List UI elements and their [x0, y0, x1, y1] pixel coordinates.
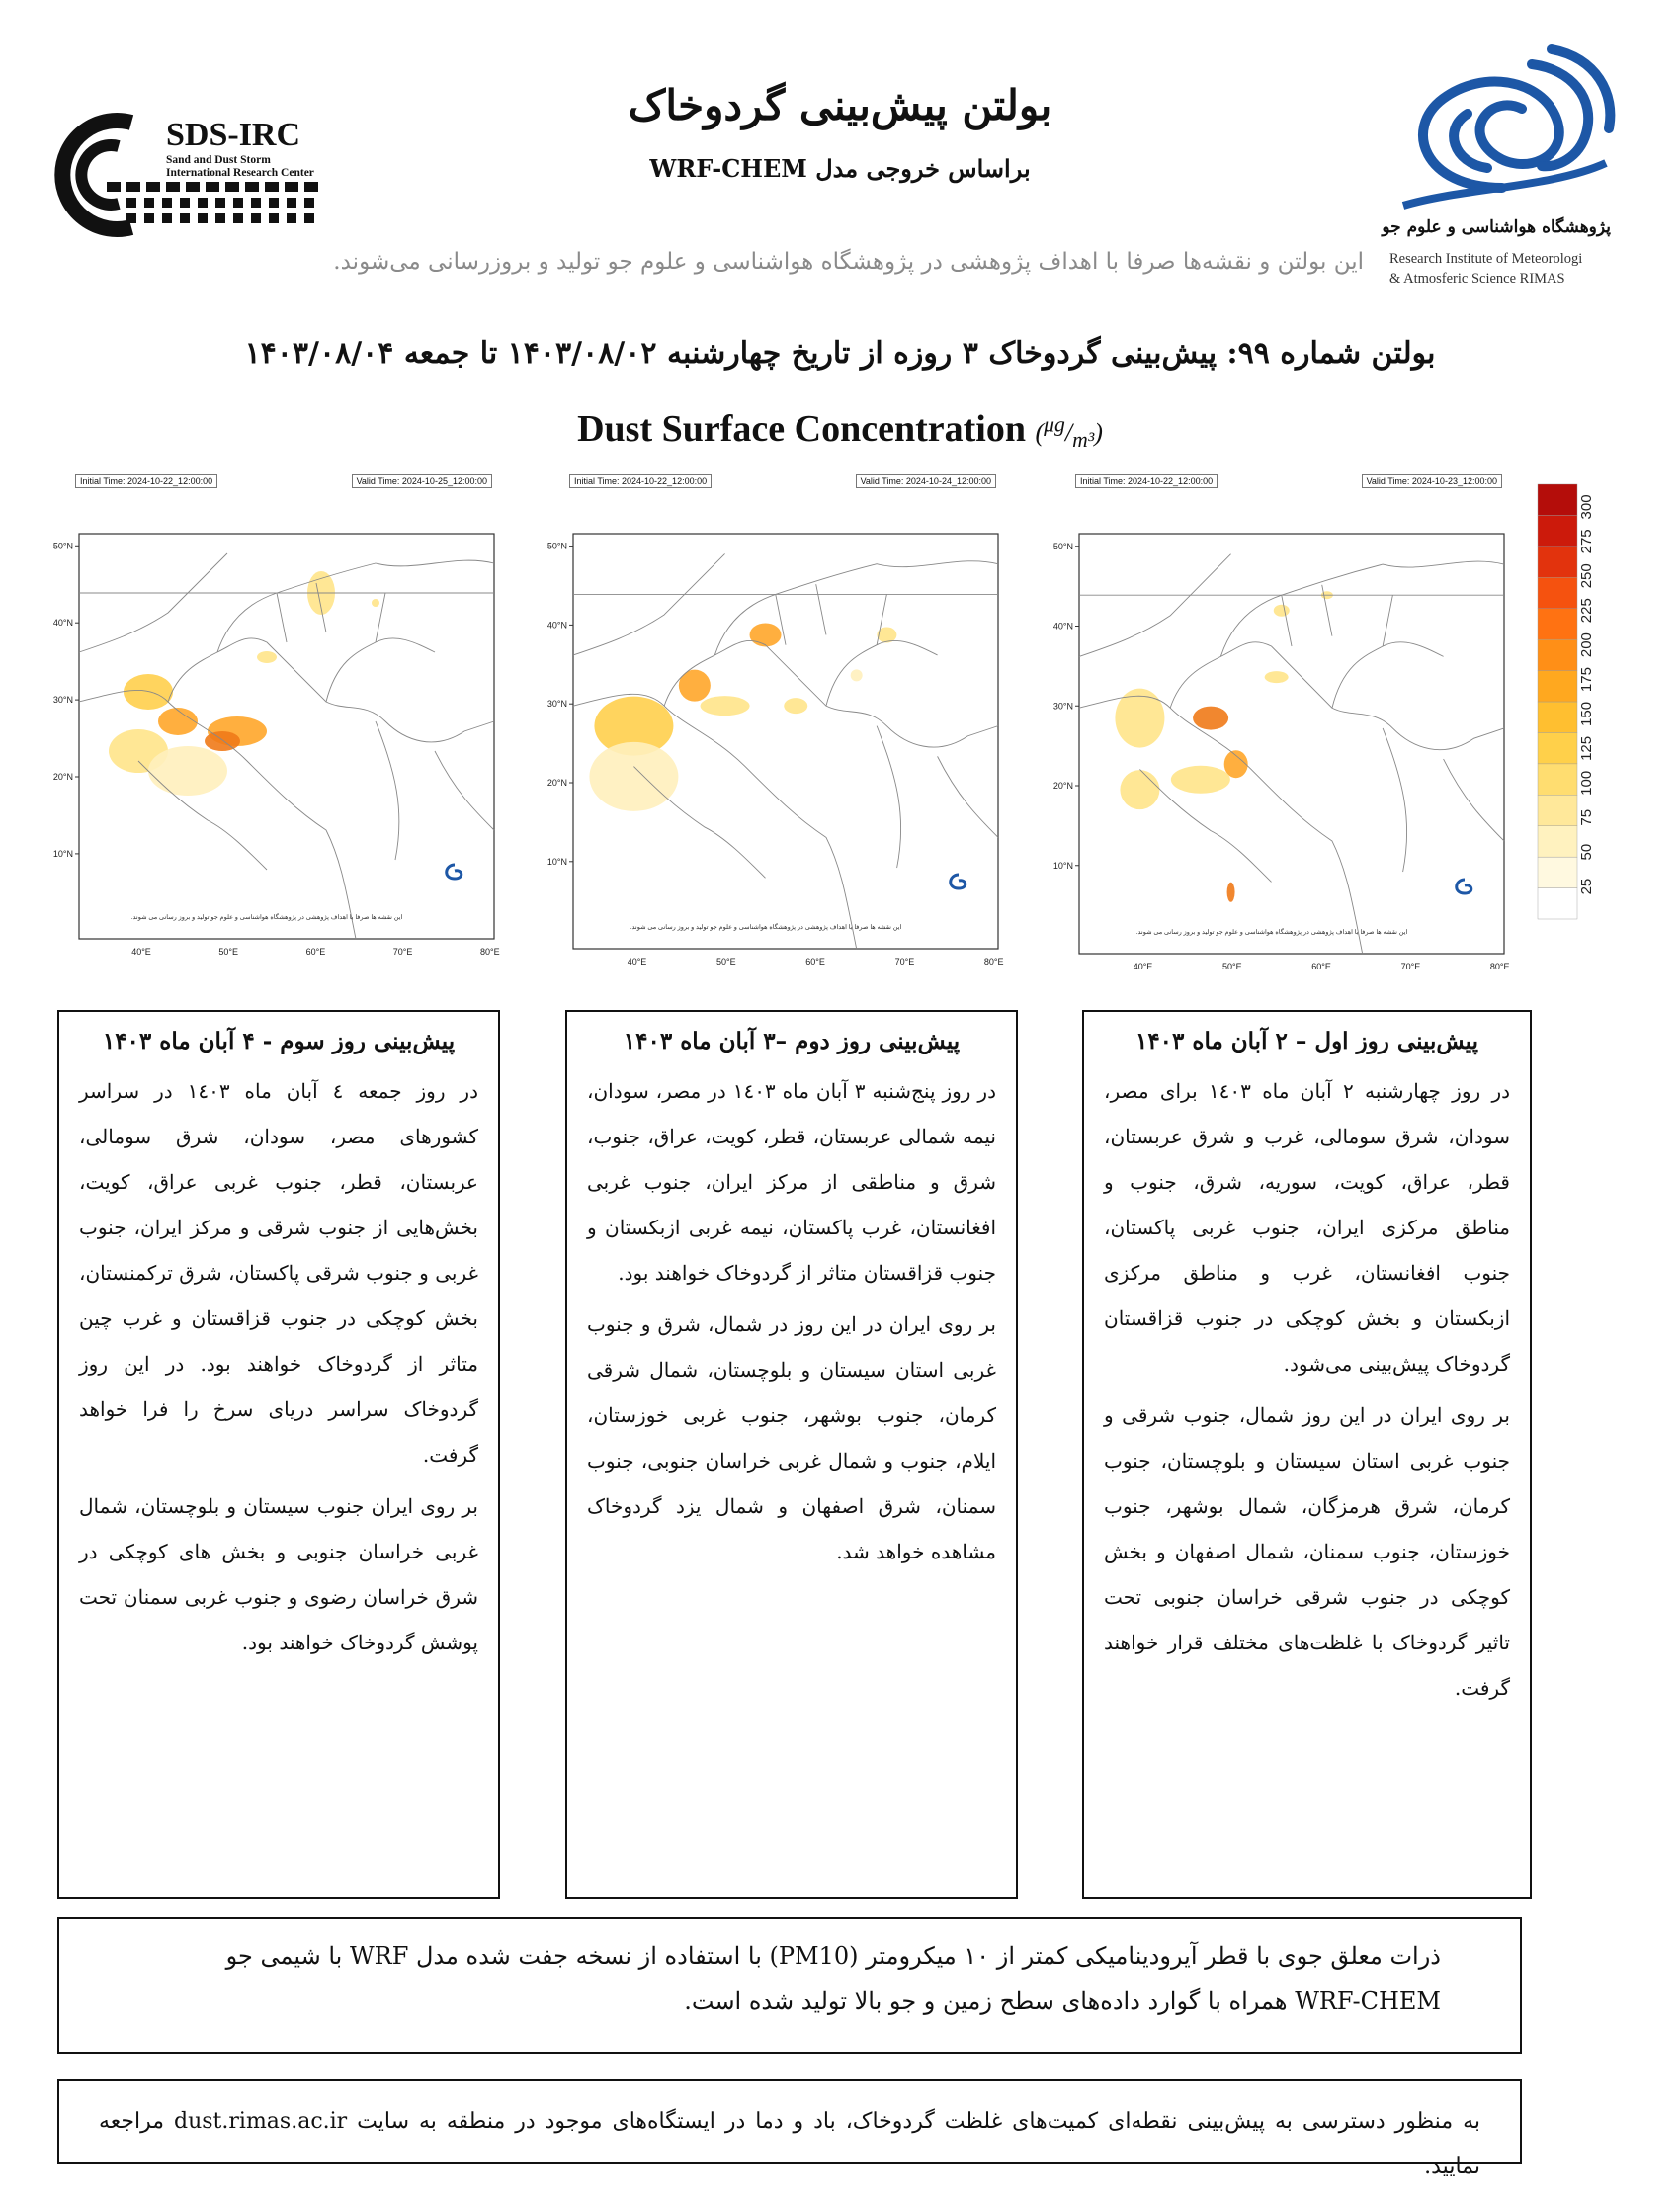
dust-plume	[1193, 707, 1228, 730]
legend-swatch	[1538, 515, 1577, 546]
chart-unit: $(^{\mu g}/_{m^3})$	[1035, 412, 1103, 453]
dust-plume	[784, 698, 807, 714]
rimas-name-en: Research Institute of Meteorologi & Atmosferic Science RIMAS	[1389, 251, 1583, 287]
legend-swatch	[1538, 484, 1577, 515]
lat-label: 30°N	[546, 699, 567, 710]
lon-label: 60°E	[305, 947, 326, 957]
legend-label: 75	[1578, 808, 1595, 826]
forecast-day1-paragraph: بر روی ایران در این روز شمال، جنوب شرقی و جنوب غربی استان سیستان و بلوچستان، جنوب کرمان، شرق هرمزگان، شمال بوشهر، جنوب خوزستان، جنوب سمنان، شمال اصفهان و بخش کوچکی در جنوب شرقی خراسان جنوبی تحت تاثیر گردوخاک با غلظت‌های مختلف قرار خواهند گرفت.	[1104, 1403, 1510, 1700]
lat-label: 50°N	[546, 541, 567, 551]
concentration-legend	[1530, 476, 1609, 941]
legend-label: 175	[1578, 667, 1595, 693]
lon-label: 40°E	[131, 947, 151, 957]
legend-swatch	[1538, 577, 1577, 608]
dust-plume	[148, 746, 227, 796]
forecast-day1-paragraph: در روز چهارشنبه ٢ آبان ماه ١٤٠٣ برای مصر، سودان، شرق سومالی، غرب و شرق عربستان، قطر، عراق، کویت، سوریه، شرق، جنوب و مناطق مرکزی ایران، جنوب غربی پاکستان، جنوب افغانستان، غرب و مناطق مرکزی ازبکستان و بخش کوچکی در جنوب قزاقستان گردوخاک پیش‌بینی می‌شود.	[1104, 1079, 1511, 1376]
legend-swatch	[1538, 609, 1577, 639]
lon-label: 40°E	[627, 957, 647, 967]
legend-swatch	[1538, 702, 1577, 732]
forecast-day3-paragraph: در روز جمعه ٤ آبان ماه ١٤٠٣ در سراسر کشورهای مصر، سودان، شرق سومالی، عربستان، قطر، جنوب غربی عراق، کویت، بخش‌هایی از جنوب شرقی و مرکز ایران، جنوب غربی و جنوب شرقی پاکستان، شرق ترکمنستان، بخش کوچکی در جنوب قزاقستان و غرب چین متاثر از گردوخاک خواهند بود. در این روز گردوخاک سراسر دریای سرخ را فرا خواهد گرفت.	[79, 1079, 478, 1467]
forecast-day2-paragraph: در روز پنج‌شنبه ٣ آبان ماه ١٤٠٣ در مصر، سودان، نیمه شمالی عربستان، قطر، کویت، عراق، جنوب، شرق و مناطقی از مرکز ایران، جنوب غربی افغانستان، غرب پاکستان، نیمه غربی ازبکستان و جنوب قزاقستان متاثر از گردوخاک خواهند بود.	[587, 1079, 996, 1285]
lat-label: 40°N	[546, 620, 567, 631]
map-footer-text: این نقشه ها صرفا با اهداف پژوهشی در پژوهشگاه هواشناسی و علوم جو تولید و بروز رسانی می شوند.	[130, 914, 403, 921]
lon-label: 80°E	[479, 947, 500, 957]
lat-label: 20°N	[1052, 781, 1073, 791]
legend-label: 225	[1578, 598, 1595, 624]
disclaimer: این بولتن و نقشه‌ها صرفا با اهداف پژوهشی در پژوهشگاه هواشناسی و علوم جو تولید و بروزرسانی می‌شوند.	[333, 249, 1364, 275]
lon-label: 80°E	[1489, 962, 1510, 971]
legend-swatch	[1538, 826, 1577, 857]
valid-time-label: Valid Time: 2024-10-23_12:00:00	[1362, 474, 1502, 488]
lat-label: 40°N	[52, 618, 73, 629]
dust-plume	[1265, 671, 1289, 683]
legend-label: 100	[1578, 770, 1595, 796]
dust-plume	[1171, 766, 1230, 794]
dust-plume	[158, 708, 198, 735]
sds-irc-name: SDS-IRC	[166, 117, 301, 153]
legend-label: 275	[1578, 529, 1595, 554]
map-footer-text: این نقشه ها صرفا با اهداف پژوهشی در پژوهشگاه هواشناسی و علوم جو تولید و بروز رسانی می شوند.	[1135, 929, 1408, 936]
legend-label: 250	[1578, 563, 1595, 589]
dust-plume	[372, 599, 379, 607]
map-plot	[40, 494, 504, 969]
lon-label: 80°E	[983, 957, 1004, 967]
lat-label: 40°N	[1052, 621, 1073, 632]
legend-swatch	[1538, 888, 1577, 919]
map-footer-text: این نقشه ها صرفا با اهداف پژوهشی در پژوهشگاه هواشناسی و علوم جو تولید و بروز رسانی می شوند.	[630, 924, 902, 931]
dust-plume	[257, 651, 277, 663]
forecast-map-3	[1040, 474, 1514, 973]
forecast-day2-heading: پیش‌بینی روز دوم –۳ آبان ماه ۱۴۰۳	[623, 1028, 961, 1054]
legend-swatch	[1538, 547, 1577, 577]
lon-label: 50°E	[218, 947, 239, 957]
legend-label: 50	[1578, 843, 1595, 861]
lon-label: 60°E	[805, 957, 825, 967]
lon-label: 70°E	[894, 957, 915, 967]
legend-swatch	[1538, 732, 1577, 763]
lat-label: 20°N	[546, 778, 567, 788]
lon-label: 70°E	[1400, 962, 1421, 971]
valid-time-label: Valid Time: 2024-10-25_12:00:00	[352, 474, 492, 488]
page-title: بولتن پیش‌بینی گردوخاک	[628, 81, 1052, 129]
forecast-day1-box	[1082, 1010, 1532, 1899]
initial-time-label: Initial Time: 2024-10-22_12:00:00	[569, 474, 712, 488]
forecast-day2-paragraph: بر روی ایران در این روز در شمال، شرق و جنوب غربی استان سیستان و بلوچستان، شمال شرقی کرمان، جنوب بوشهر، جنوب غربی خوزستان، ایلام، جنوب و شمال غربی خراسان جنوبی، جنوب سمنان، شرق اصفهان و شمال یزد گردوخاک مشاهده خواهد شد.	[587, 1312, 996, 1563]
lon-label: 50°E	[1221, 962, 1242, 971]
forecast-day3-box	[57, 1010, 500, 1899]
lon-label: 70°E	[392, 947, 413, 957]
dust-plume	[1224, 750, 1248, 778]
forecast-map-2	[534, 474, 1008, 969]
dust-plume	[1274, 605, 1290, 617]
dust-plume	[701, 696, 750, 716]
dust-plume	[205, 731, 240, 751]
dust-plume	[1120, 770, 1159, 809]
lat-label: 30°N	[1052, 701, 1073, 712]
legend-swatch	[1538, 764, 1577, 795]
dust-plume	[750, 623, 782, 646]
legend-swatch	[1538, 795, 1577, 825]
legend-label: 125	[1578, 735, 1595, 761]
legend-swatch	[1538, 857, 1577, 887]
dust-plume	[124, 674, 173, 710]
forecast-map-1	[40, 474, 504, 969]
dust-plume	[851, 669, 863, 681]
pm10-note: ذرات معلق جوی با قطر آیرودینامیکی کمتر از ۱۰ میکرومتر (PM10) با استفاده از نسخه جفت شده مدل WRF با شیمی جو WRF-CHEM همراه با گوارد داده‌های سطح زمین و جو بالا تولید شده است.	[57, 1917, 1522, 2054]
legend-label: 200	[1578, 632, 1595, 658]
dust-plume	[1227, 883, 1235, 902]
lat-label: 50°N	[1052, 541, 1073, 551]
lon-label: 60°E	[1311, 962, 1331, 971]
bulletin-title: بولتن شماره ۹۹: پیش‌بینی گردوخاک ۳ روزه از تاریخ چهارشنبه ۱۴۰۳/۰۸/۰۲ تا جمعه ۱۴۰۳/۰۸/۰۴	[244, 336, 1436, 371]
dust-plume	[589, 742, 678, 811]
lat-label: 10°N	[546, 856, 567, 867]
lat-label: 10°N	[52, 848, 73, 859]
lon-label: 50°E	[715, 957, 736, 967]
rimas-logo	[1384, 40, 1621, 217]
legend-swatch	[1538, 671, 1577, 702]
lat-label: 30°N	[52, 695, 73, 706]
forecast-day1-heading: پیش‌بینی روز اول – ۲ آبان ماه ۱۴۰۳	[1134, 1028, 1479, 1054]
valid-time-label: Valid Time: 2024-10-24_12:00:00	[856, 474, 996, 488]
lat-label: 10°N	[1052, 860, 1073, 871]
website-note: به منظور دسترسی به پیش‌بینی نقطه‌ای کمیت‌های غلظت گردوخاک، باد و دما در ایستگاه‌های موجود در منطقه به سایت dust.rimas.ac.ir مراجعه نمایید.	[57, 2079, 1522, 2164]
legend-label: 25	[1578, 878, 1595, 895]
legend-label: 150	[1578, 701, 1595, 726]
page-subtitle: براساس خروجی مدل WRF-CHEM	[649, 154, 1031, 183]
initial-time-label: Initial Time: 2024-10-22_12:00:00	[1075, 474, 1218, 488]
forecast-day3-heading: پیش‌بینی روز سوم - ۴ آبان ماه ۱۴۰۳	[102, 1028, 456, 1054]
legend-label: 300	[1578, 494, 1595, 520]
sds-irc-subtitle: Sand and Dust Storm International Research Center	[166, 154, 314, 179]
legend-swatch	[1538, 639, 1577, 670]
map-plot	[534, 494, 1008, 969]
forecast-day2-box	[565, 1010, 1018, 1899]
map-plot	[1040, 494, 1514, 973]
lat-label: 20°N	[52, 772, 73, 782]
forecast-day3-paragraph: بر روی ایران جنوب سیستان و بلوچستان، شمال غربی خراسان جنوبی و بخش های کوچکی در شرق خراسان رضوی و جنوب غربی سمنان تحت پوشش گردوخاک خواهند بود.	[79, 1494, 478, 1654]
rimas-name-fa: پژوهشگاه هواشناسی و علوم جو	[1382, 217, 1611, 237]
chart-title: Dust Surface Concentration $(^{\mu g}/_{m^3})$	[577, 408, 1103, 453]
lat-label: 50°N	[52, 541, 73, 551]
lon-label: 40°E	[1133, 962, 1153, 971]
initial-time-label: Initial Time: 2024-10-22_12:00:00	[75, 474, 217, 488]
